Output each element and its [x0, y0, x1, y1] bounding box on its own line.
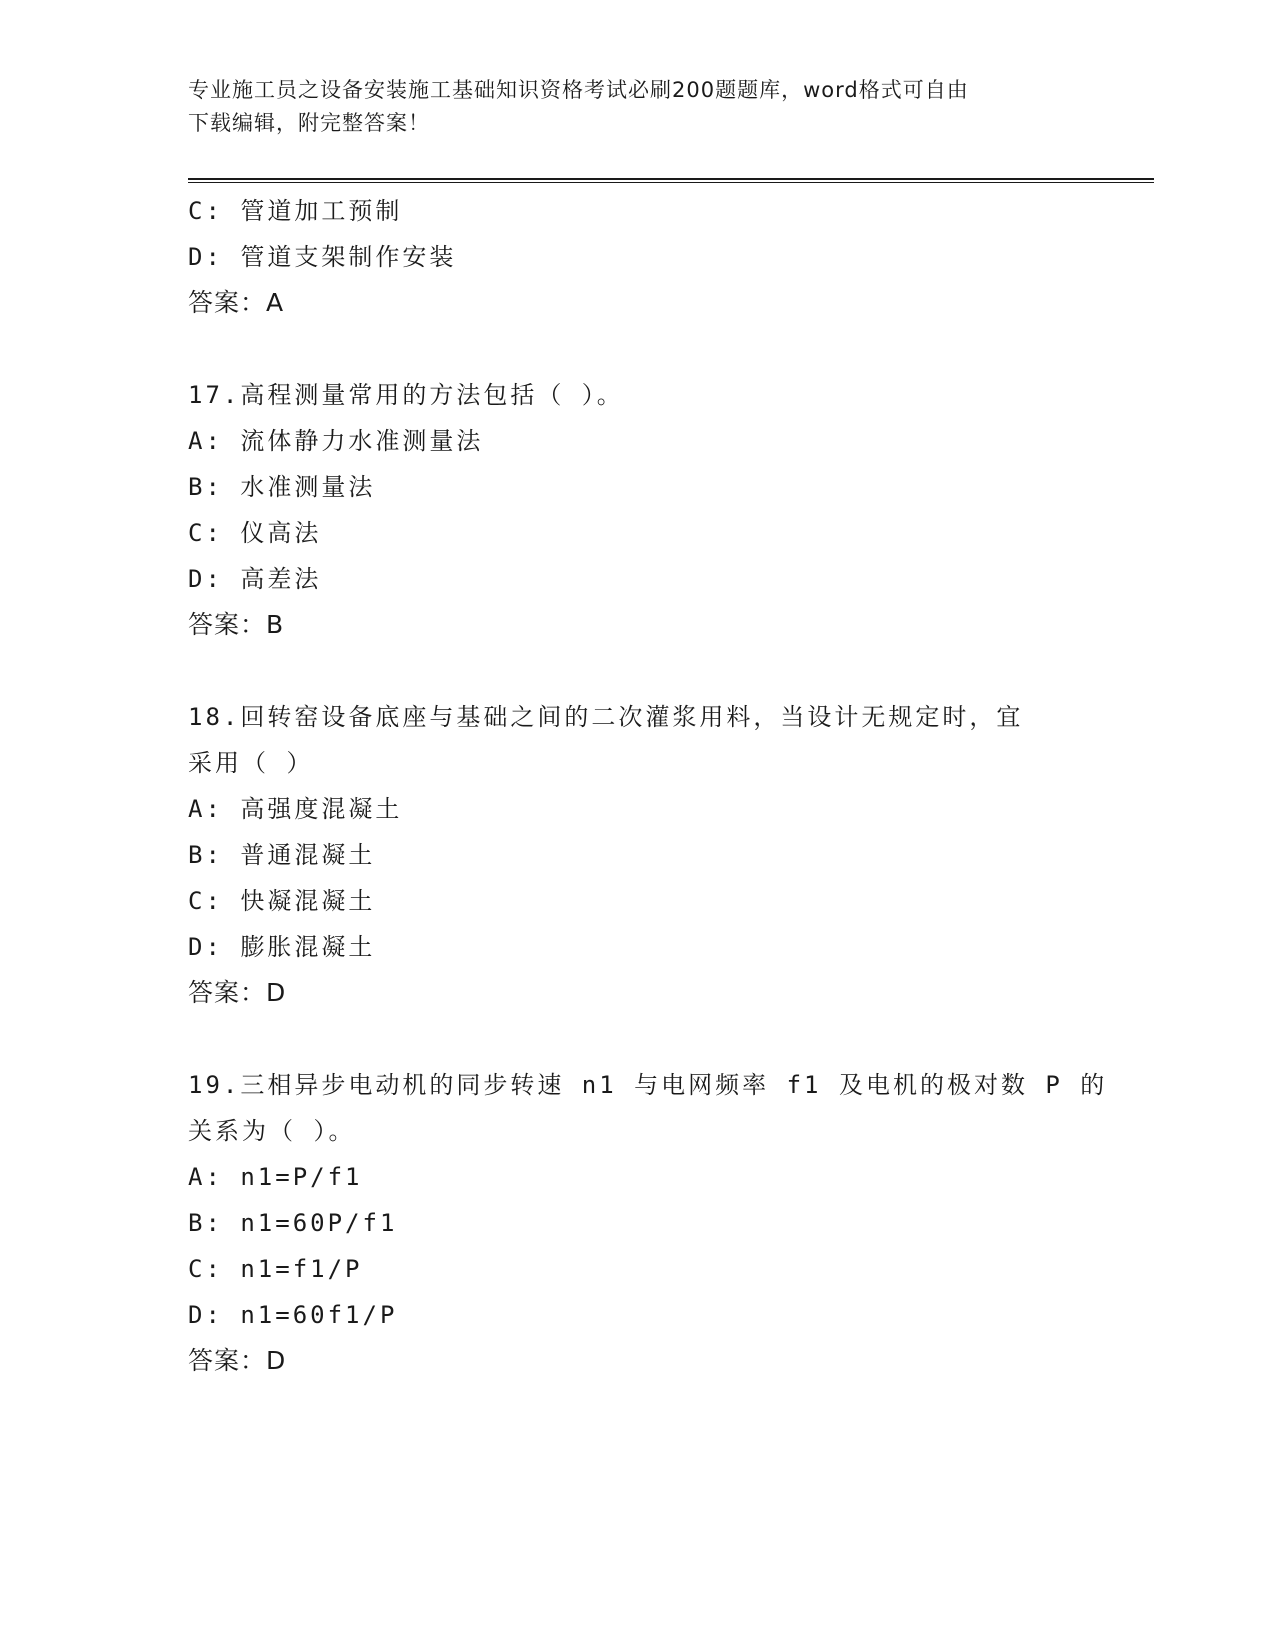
question-16-tail	[188, 188, 1088, 326]
answer-line: 答案：B	[188, 610, 285, 639]
question-text-continued: 采用（ ）	[188, 749, 314, 777]
option-a: A: n1=P/f1	[188, 1163, 363, 1191]
option-d: D: n1=60f1/P	[188, 1301, 398, 1329]
question-17	[188, 372, 1088, 648]
option-c: C: 仪高法	[188, 519, 322, 547]
option-c: C: n1=f1/P	[188, 1255, 363, 1283]
spacer	[188, 648, 1088, 694]
document-header	[188, 74, 1068, 140]
question-19	[188, 1062, 1108, 1384]
answer-line: 答案：A	[188, 288, 285, 317]
spacer	[188, 326, 1088, 372]
header-line-1: 专业施工员之设备安装施工基础知识资格考试必刷200题题库，word格式可自由	[188, 78, 969, 102]
header-divider-thick	[188, 178, 1154, 180]
header-line-2: 下载编辑，附完整答案！	[188, 111, 430, 135]
option-c: C: 快凝混凝土	[188, 887, 376, 915]
question-content	[188, 188, 1108, 1384]
option-b: B: 水准测量法	[188, 473, 376, 501]
option-b: B: 普通混凝土	[188, 841, 376, 869]
option-a: A: 高强度混凝土	[188, 795, 403, 823]
question-text: 19.三相异步电动机的同步转速 n1 与电网频率 f1 及电机的极对数 P 的	[188, 1071, 1108, 1099]
option-c: C: 管道加工预制	[188, 197, 403, 225]
question-18	[188, 694, 1088, 1016]
option-d: D: 高差法	[188, 565, 322, 593]
option-d: D: 膨胀混凝土	[188, 933, 376, 961]
answer-line: 答案：D	[188, 1346, 287, 1375]
question-text: 18.回转窑设备底座与基础之间的二次灌浆用料，当设计无规定时，宜	[188, 703, 1024, 731]
answer-line: 答案：D	[188, 978, 287, 1007]
option-d: D: 管道支架制作安装	[188, 243, 457, 271]
question-text: 17.高程测量常用的方法包括（ ）。	[188, 381, 624, 409]
header-divider-thin	[188, 182, 1154, 183]
option-b: B: n1=60P/f1	[188, 1209, 398, 1237]
spacer	[188, 1016, 1088, 1062]
option-a: A: 流体静力水准测量法	[188, 427, 484, 455]
question-text-continued: 关系为（ ）。	[188, 1117, 356, 1145]
